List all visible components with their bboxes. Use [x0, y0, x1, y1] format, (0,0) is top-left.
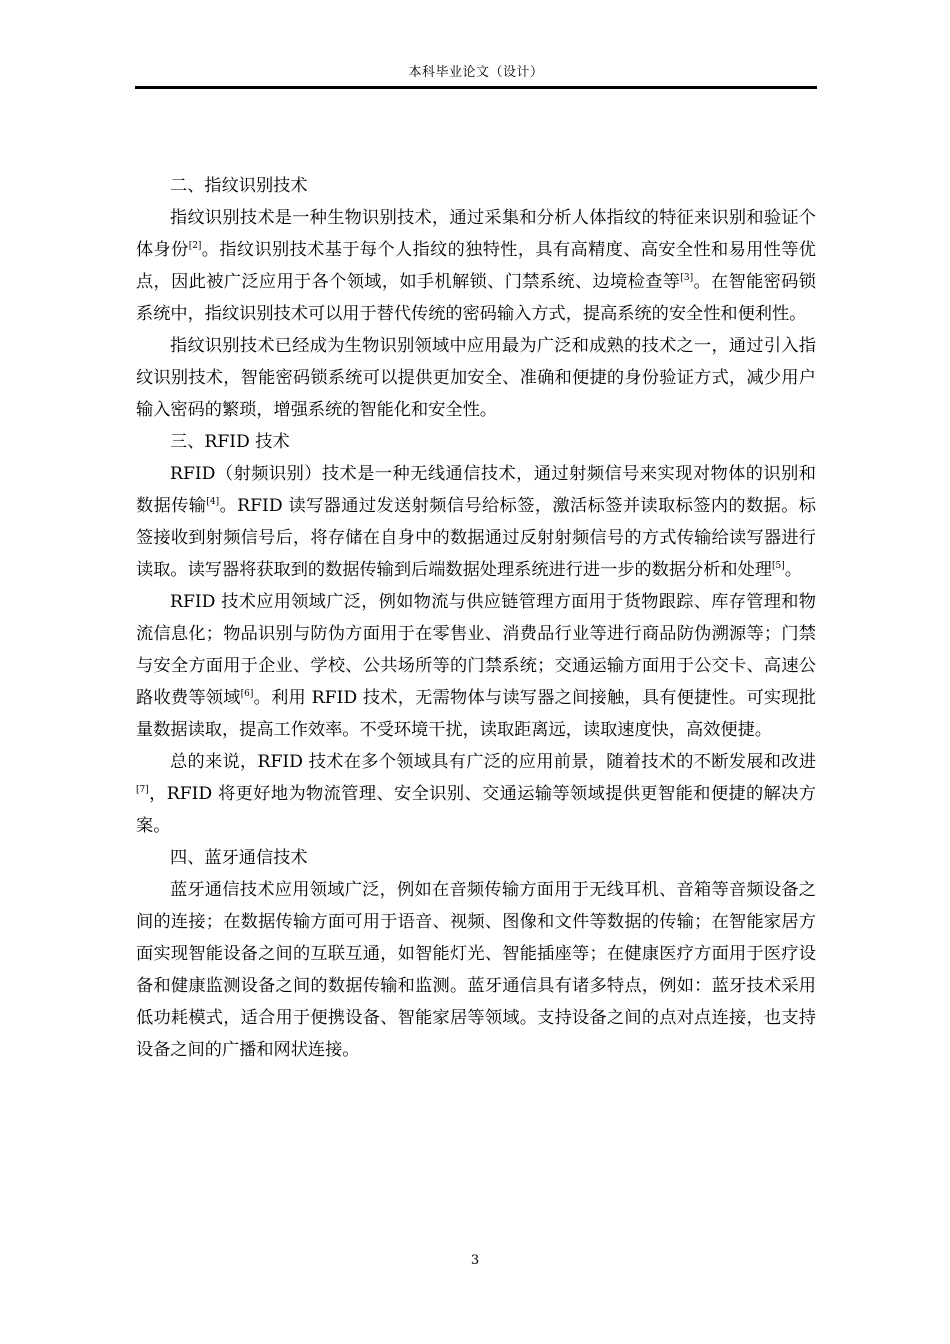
paragraph-text: 。	[784, 560, 802, 580]
paragraph-text: 总的来说，RFID 技术在多个领域具有广泛的应用前景，随着技术的不断发展和改进	[170, 752, 816, 772]
paragraph-fingerprint-2: 指纹识别技术已经成为生物识别领域中应用最为广泛和成熟的技术之一，通过引入指纹识别技术，智能密码锁系统可以提供更加安全、准确和便捷的身份验证方式，减少用户输入密码的繁琐，增强系统的智能化和安全性。	[136, 336, 816, 420]
paragraph-text: 。RFID 读写器通过发送射频信号给标签，激活标签并读取标签内的数据。标签接收到射频信号后，将存储在自身中的数据通过反射射频信号的方式传输给读写器进行读取。读写器将获取到的数据传输到后端数据处理系统进行进一步的数据分析和处理	[136, 496, 816, 580]
paragraph-rfid-1	[136, 458, 816, 586]
paragraph-rfid-2	[136, 586, 816, 746]
section-heading-bluetooth: 四、蓝牙通信技术	[170, 848, 308, 868]
citation-ref: [6]	[240, 689, 254, 699]
paragraph-text: 。指纹识别技术基于每个人指纹的独特性，具有高精度、高安全性和易用性等优点，因此被广泛应用于各个领域，如手机解锁、门禁系统、边境检查等	[136, 240, 816, 292]
section-heading-fingerprint: 二、指纹识别技术	[170, 176, 308, 196]
citation-ref: [2]	[188, 241, 202, 251]
paragraph-text: 。利用 RFID 技术，无需物体与读写器之间接触，具有便捷性。可实现批量数据读取，提高工作效率。不受环境干扰，读取距离远，读取速度快，高效便捷。	[136, 688, 816, 740]
paragraph-bluetooth-1: 蓝牙通信技术应用领域广泛，例如在音频传输方面用于无线耳机、音箱等音频设备之间的连接；在数据传输方面可用于语音、视频、图像和文件等数据的传输；在智能家居方面实现智能设备之间的互联互通，如智能灯光、智能插座等；在健康医疗方面用于医疗设备和健康监测设备之间的数据传输和监测。蓝牙通信具有诸多特点，例如：蓝牙技术采用低功耗模式，适合用于便携设备、智能家居等领域。支持设备之间的点对点连接，也支持设备之间的广播和网状连接。	[136, 880, 816, 1060]
paragraph-rfid-3	[136, 746, 816, 842]
document-body	[136, 170, 816, 1066]
paragraph-text: 指纹识别技术是一种生物识别技术，通过采集和分析人体指纹的特征来识别和验证个体身份	[136, 208, 816, 260]
paragraph-fingerprint-1	[136, 202, 816, 330]
header-rule	[135, 86, 817, 89]
paragraph-text: RFID（射频识别）技术是一种无线通信技术，通过射频信号来实现对物体的识别和数据传输	[136, 464, 816, 516]
citation-ref: [3]	[680, 273, 694, 283]
paragraph-text: RFID 技术应用领域广泛，例如物流与供应链管理方面用于货物跟踪、库存管理和物流信息化；物品识别与防伪方面用于在零售业、消费品行业等进行商品防伪溯源等；门禁与安全方面用于企业、学校、公共场所等的门禁系统；交通运输方面用于公交卡、高速公路收费等领域	[136, 592, 816, 708]
paragraph-text: ，RFID 将更好地为物流管理、安全识别、交通运输等领域提供更智能和便捷的解决方案。	[136, 784, 816, 836]
citation-ref: [5]	[771, 561, 785, 571]
citation-ref: [7]	[136, 785, 149, 795]
page-header: 本科毕业论文（设计）	[408, 65, 544, 80]
paragraph-text: 。在智能密码锁系统中，指纹识别技术可以用于替代传统的密码输入方式，提高系统的安全性和便利性。	[136, 272, 816, 324]
citation-ref: [4]	[206, 497, 220, 507]
section-heading-rfid: 三、RFID 技术	[170, 432, 290, 452]
page-number: 3	[470, 1253, 480, 1268]
